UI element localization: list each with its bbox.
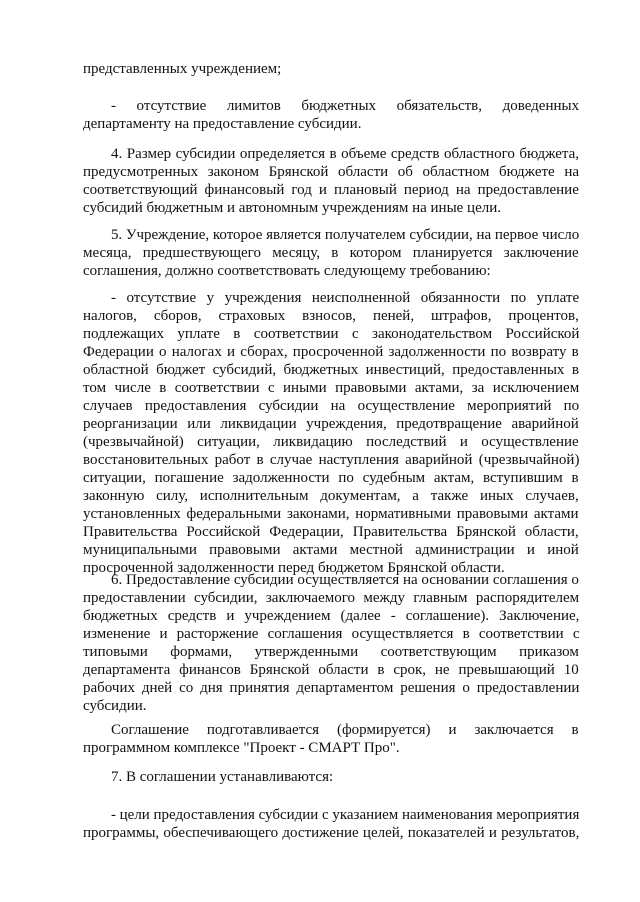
text-line: программном комплексе "Проект - СМАРТ Про". (83, 740, 400, 756)
text-line: Соглашение подготавливается (формируется) и заключается в (111, 722, 579, 738)
text-line: рабочих дней со дня принятия департаментом решения о предоставлении (83, 680, 580, 696)
paragraph-no-limits (83, 97, 579, 133)
text-line: департамента финансов Брянской области в срок, не превышающий 10 (83, 662, 579, 678)
text-line: 4. Размер субсидии определяется в объеме средств областного бюджета, (111, 146, 580, 162)
text-line: предусмотренных законом Брянской области об областном бюджете на (83, 164, 580, 180)
text-line: соответствующий финансовый год и плановый период на предоставление (83, 182, 579, 198)
text-line: подлежащих уплате в соответствии с законодательством Российской (83, 326, 580, 342)
text-line: изменение и расторжение соглашения осуществляется в соответствии с (83, 626, 580, 642)
text-line: 6. Предоставление субсидии осуществляется на основании соглашения о (111, 572, 579, 588)
text-line: предоставлении субсидии, заключаемого между главным распорядителем (83, 590, 580, 606)
text-line: реорганизации или ликвидации учреждения, предотвращение аварийной (83, 416, 579, 432)
text-line: месяца, предшествующего месяцу, в котором планируется заключение (83, 245, 579, 261)
text-line: установленных федеральными законами, нормативными правовыми актами (83, 506, 579, 522)
text-line: законную силу, исполнительным документам, а также иных случаев, (83, 488, 579, 504)
text-line: - отсутствие у учреждения неисполненной обязанности по уплате (111, 290, 580, 306)
text-line: (чрезвычайной) ситуации, ликвидацию последствий и осуществление (83, 434, 579, 450)
text-line: представленных учреждением; (83, 61, 282, 77)
paragraph-item-5 (83, 226, 579, 280)
text-line: соглашения, должно соответствовать следующему требованию: (83, 263, 491, 279)
text-line: налогов, сборов, страховых взносов, пеней, штрафов, процентов, (83, 308, 579, 324)
text-line: субсидий бюджетным и автономным учреждениям на иные цели. (83, 200, 502, 216)
text-line: 7. В соглашении устанавливаются: (111, 769, 334, 785)
paragraph-item-6 (83, 571, 579, 715)
text-line: восстановительных работ в случае наступления аварийной (чрезвычайной) (83, 452, 580, 468)
text-line: бюджетных средств и учреждением (далее - соглашение). Заключение, (83, 608, 580, 624)
text-line: случаев предоставления субсидии на осуществление мероприятий по (83, 398, 580, 414)
text-line: 5. Учреждение, которое является получателем субсидии, на первое число (110, 227, 580, 243)
paragraph-item-7 (83, 768, 579, 786)
text-line: субсидии. (83, 698, 147, 714)
text-line: ситуации, погашение задолженности по судебным актам, вступившим в (83, 470, 579, 486)
paragraph-agreement (83, 721, 579, 757)
text-line: Федерации о налогах и сборах, просроченной задолженности по возврату в (83, 344, 579, 360)
text-line: муниципальными правовыми актами местной администрации и иной (83, 542, 579, 558)
paragraph-goals (83, 806, 579, 842)
text-line: областной бюджет субсидий, бюджетных инвестиций, предоставленных в (83, 362, 579, 378)
text-line: типовыми формами, утвержденными соответствующим приказом (83, 644, 579, 660)
text-line: Правительства Российской Федерации, Правительства Брянской области, (83, 524, 579, 540)
text-line: департаменту на предоставление субсидии. (83, 116, 362, 132)
text-line: программы, обеспечивающего достижение целей, показателей и результатов, (83, 825, 580, 841)
text-line: - отсутствие лимитов бюджетных обязательств, доведенных (111, 98, 580, 114)
paragraph-requirement (83, 289, 579, 577)
text-line: - цели предоставления субсидии с указанием наименования мероприятия (110, 807, 580, 823)
paragraph-item-4 (83, 145, 579, 217)
text-line: просроченной задолженности перед бюджетом Брянской области. (83, 560, 505, 576)
text-line: том числе в соответствии с иными правовыми актами, за исключением (83, 380, 580, 396)
paragraph-continuation (83, 60, 579, 78)
